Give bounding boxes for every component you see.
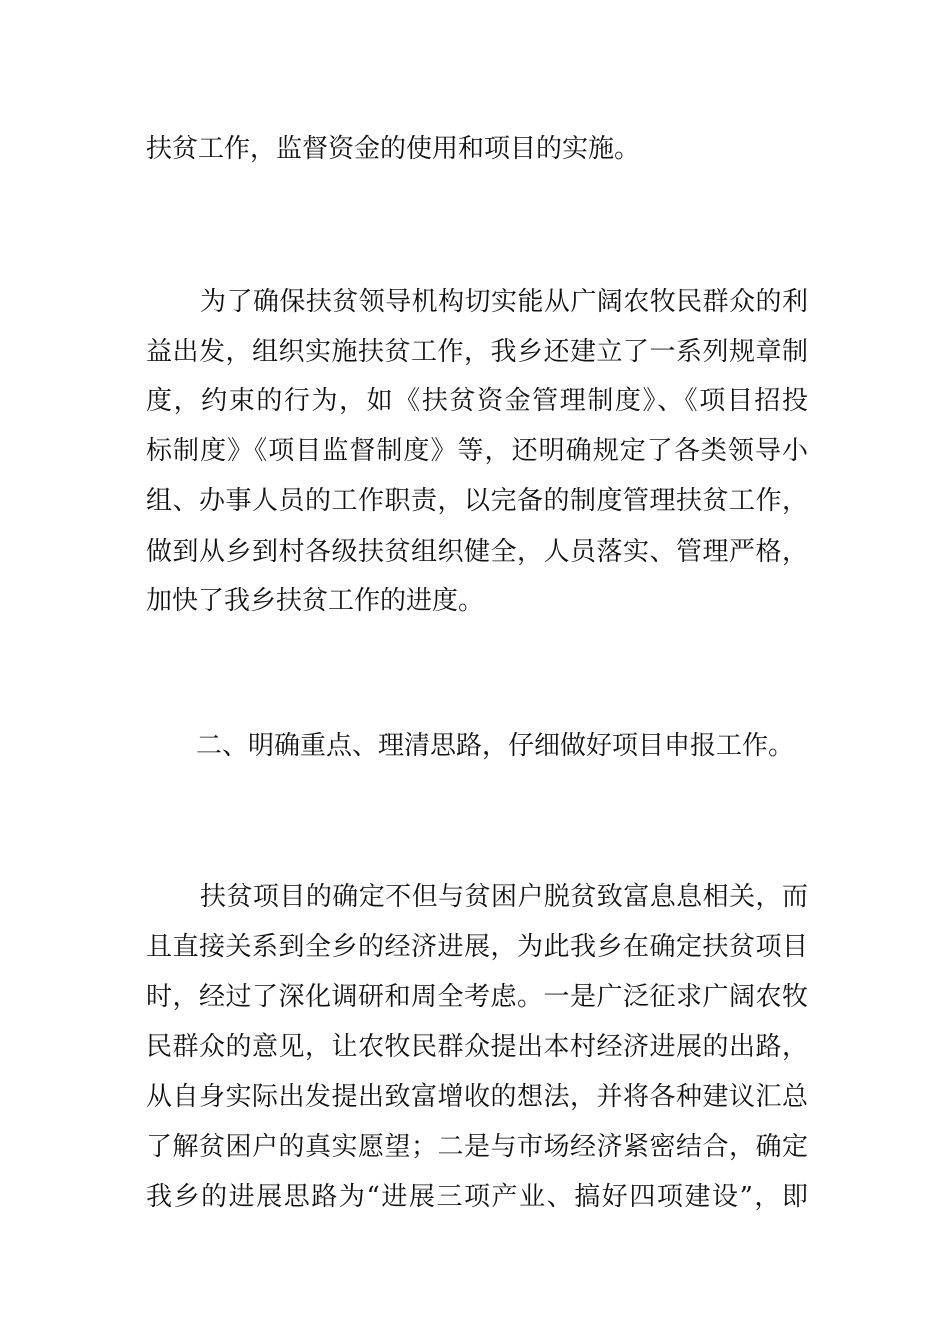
paragraph-3-line-2: 且直接关系到全乡的经济进展，为此我乡在确定扶贫项目 (146, 932, 808, 962)
paragraph-2-line-1: 为了确保扶贫领导机构切实能从广阔农牧民群众的利 (200, 287, 808, 317)
paragraph-2-line-3: 度，约束的行为，如《扶贫资金管理制度》、《项目招投 (146, 386, 808, 416)
section-heading-2: 二、明确重点、理清思路，仔细做好项目申报工作。 (196, 731, 795, 761)
paragraph-3-line-1: 扶贫项目的确定不但与贫困户脱贫致富息息相关，而 (200, 882, 808, 912)
paragraph-3-line-7: 我乡的进展思路为“进展三项产业、搞好四项建设”，即 (146, 1182, 808, 1212)
paragraph-1-line-1: 扶贫工作，监督资金的使用和项目的实施。 (146, 134, 641, 164)
paragraph-3-line-6: 了解贫困户的真实愿望；二是与市场经济紧密结合，确定 (146, 1132, 808, 1162)
paragraph-2-line-4: 标制度》《项目监督制度》等，还明确规定了各类领导小 (146, 436, 808, 466)
paragraph-3-line-4: 民群众的意见，让农牧民群众提出本村经济进展的出路， (146, 1032, 808, 1062)
paragraph-2-line-6: 做到从乡到村各级扶贫组织健全，人员落实、管理严格， (146, 537, 808, 567)
paragraph-2-line-7: 加快了我乡扶贫工作的进度。 (146, 586, 485, 616)
paragraph-2-line-2: 益出发，组织实施扶贫工作，我乡还建立了一系列规章制 (146, 337, 808, 367)
paragraph-3-line-3: 时，经过了深化调研和周全考虑。一是广泛征求广阔农牧 (146, 982, 808, 1012)
paragraph-3-line-5: 从自身实际出发提出致富增收的想法，并将各种建议汇总 (146, 1082, 808, 1112)
paragraph-2-line-5: 组、办事人员的工作职责，以完备的制度管理扶贫工作， (146, 486, 808, 516)
